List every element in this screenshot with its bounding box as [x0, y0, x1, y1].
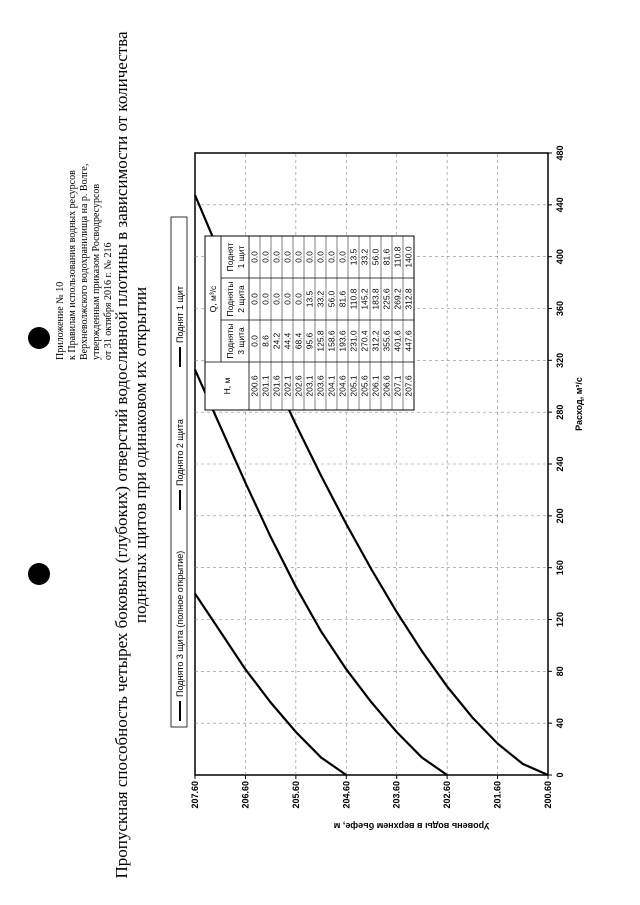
appendix-line: к Правилам использования водных ресурсов — [67, 170, 78, 360]
y-axis-label: Уровень воды в верхнем бьефе, м — [333, 821, 490, 831]
table-cell: 225.6 — [381, 288, 392, 310]
x-tick-label: 40 — [555, 718, 565, 729]
table-cell: 203.1 — [304, 375, 315, 397]
table-cell: 205.6 — [359, 375, 370, 397]
y-tick-label: 207.60 — [190, 781, 200, 809]
table-subheader: 2 щита — [236, 285, 246, 313]
table-cell: 125.8 — [315, 330, 326, 352]
table-cell: 269.2 — [392, 288, 403, 310]
table-cell: 401.6 — [392, 330, 403, 352]
table-cell: 0.0 — [271, 251, 282, 263]
table-cell: 13.5 — [348, 248, 359, 266]
table-cell: 447.6 — [403, 330, 414, 352]
y-tick-label: 200.60 — [543, 781, 553, 809]
table-cell: 202.6 — [293, 375, 304, 397]
table-cell: 0.0 — [249, 335, 260, 347]
y-tick-label: 204.60 — [341, 781, 352, 809]
appendix-line: Верхневолжского водохранилища на р. Волге, — [79, 163, 90, 360]
table-cell: 8.6 — [260, 335, 271, 347]
table-cell: 0.0 — [304, 251, 315, 263]
table-cell: 0.0 — [249, 293, 260, 305]
table-cell: 201.6 — [271, 375, 282, 397]
y-tick-label: 203.60 — [391, 781, 402, 809]
x-tick-label: 400 — [555, 249, 565, 265]
appendix-line: Приложение № 10 — [55, 281, 66, 360]
table-cell: 312.8 — [403, 288, 414, 310]
table-cell: 0.0 — [326, 251, 337, 263]
table-cell: 355.6 — [381, 330, 392, 352]
x-tick-label: 480 — [555, 145, 565, 161]
table-cell: 33.2 — [359, 248, 370, 266]
x-tick-label: 160 — [555, 560, 565, 576]
table-subheader: 1 щит — [236, 245, 246, 269]
table-cell: 56.0 — [326, 290, 337, 308]
x-tick-label: 440 — [555, 197, 565, 213]
table-cell: 24.2 — [271, 332, 282, 350]
table-cell: 0.0 — [271, 293, 282, 305]
table-cell: 140.0 — [403, 246, 414, 268]
table-cell: 110.8 — [348, 288, 359, 310]
x-tick-label: 0 — [555, 772, 565, 778]
y-tick-label: 205.60 — [290, 781, 301, 809]
table-subheader: Подняты — [225, 281, 235, 317]
table-cell: 0.0 — [293, 293, 304, 305]
x-tick-label: 320 — [555, 352, 565, 368]
table-cell: 201.1 — [260, 375, 271, 397]
table-cell: 0.0 — [260, 251, 271, 263]
table-cell: 95.6 — [304, 332, 315, 350]
x-tick-label: 280 — [555, 404, 565, 420]
x-tick-label: 200 — [555, 508, 565, 524]
table-cell: 183.8 — [370, 288, 381, 310]
table-cell: 206.6 — [381, 375, 392, 397]
table-cell: 204.1 — [326, 375, 337, 397]
legend-label: Поднято 2 щита — [175, 419, 185, 486]
table-cell: 0.0 — [315, 251, 326, 263]
table-cell: 68.4 — [293, 332, 304, 350]
appendix-line: утвержденным приказом Росводресурсов — [91, 183, 102, 360]
x-tick-label: 240 — [555, 456, 565, 472]
table-cell: 0.0 — [249, 251, 260, 263]
table-cell: 202.1 — [282, 375, 293, 397]
y-tick-label: 206.60 — [240, 781, 251, 809]
x-tick-label: 120 — [555, 611, 565, 628]
table-cell: 0.0 — [282, 293, 293, 305]
table-cell: 0.0 — [282, 251, 293, 263]
table-cell: 231.0 — [348, 330, 359, 352]
table-cell: 44.4 — [282, 332, 293, 350]
legend-label: Поднят 1 щит — [175, 285, 185, 343]
table-cell: 200.6 — [249, 375, 260, 397]
table-cell: 205.1 — [348, 375, 359, 397]
table-cell: 110.8 — [392, 246, 403, 268]
table-header-q: Q, м³/с — [208, 285, 218, 313]
table-subheader: Поднят — [225, 242, 235, 272]
table-cell: 204.6 — [337, 375, 348, 397]
table-cell: 0.0 — [337, 251, 348, 263]
table-cell: 312.2 — [370, 330, 381, 352]
table-cell: 0.0 — [293, 251, 304, 263]
chart-title-line1: Пропускная способность четырех боковых (глубоких) отверстий водосливной плотины в зависимости от количества — [112, 31, 131, 879]
table-cell: 81.6 — [381, 248, 392, 266]
x-tick-label: 80 — [555, 666, 565, 677]
table-cell: 81.6 — [337, 290, 348, 308]
table-cell: 270.4 — [359, 330, 370, 352]
table-cell: 0.0 — [260, 293, 271, 305]
legend-label: Поднято 3 щита (полное открытие) — [175, 550, 185, 697]
table-cell: 13.5 — [304, 290, 315, 308]
chart-title-line2: поднятых щитов при одинаковом их открытии — [131, 286, 150, 624]
y-tick-label: 202.60 — [442, 781, 453, 809]
table-subheader: 3 щита — [236, 327, 246, 355]
table-header-h: Н, м — [222, 377, 232, 395]
x-tick-label: 360 — [555, 300, 565, 317]
table-subheader: Подняты — [225, 323, 235, 359]
appendix-line: от 31 октября 2016 г. № 216 — [103, 242, 114, 360]
table-cell: 158.6 — [326, 330, 337, 352]
x-axis-label: Расход, м³/с — [574, 377, 584, 431]
table-cell: 193.6 — [337, 330, 348, 352]
table-cell: 207.6 — [403, 375, 414, 397]
table-cell: 203.6 — [315, 375, 326, 397]
table-cell: 33.2 — [315, 290, 326, 308]
table-cell: 207.1 — [392, 375, 403, 397]
table-cell: 206.1 — [370, 375, 381, 397]
table-cell: 56.0 — [370, 248, 381, 266]
table-cell: 145.2 — [359, 288, 370, 310]
y-tick-label: 201.60 — [492, 781, 503, 809]
